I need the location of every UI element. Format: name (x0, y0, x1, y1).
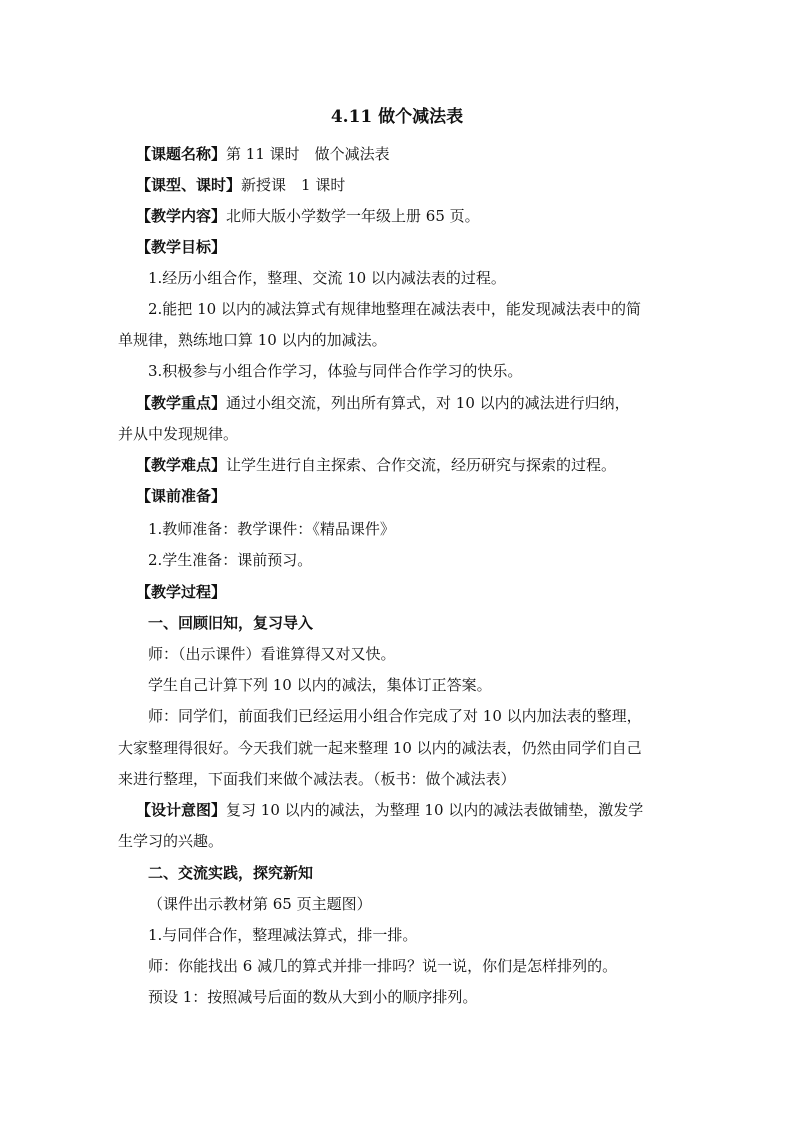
document-title: 4.11 做个减法表 (330, 107, 464, 127)
objective-item-2-line-1: 2.能把 10 以内的减法算式有规律地整理在减法表中，能发现减法表中的简 (148, 300, 641, 318)
key-points-line-2: 并从中发现规律。 (118, 425, 239, 443)
key-points-line-1 (136, 391, 630, 415)
section-2-para-2: 1.与同伴合作，整理减法算式，排一排。 (148, 926, 418, 944)
section-2-para-4: 预设 1：按照减号后面的数从大到小的顺序排列。 (148, 988, 478, 1006)
lesson-type-line (136, 173, 345, 197)
process-heading: 【教学过程】 (136, 583, 227, 601)
lesson-type-value: 新授课 1 课时 (241, 176, 346, 194)
preparation-heading: 【课前准备】 (136, 487, 227, 505)
objective-item-1: 1.经历小组合作，整理、交流 10 以内减法表的过程。 (148, 269, 506, 287)
objective-item-3: 3.积极参与小组合作学习，体验与同伴合作学习的快乐。 (148, 362, 523, 380)
section-2-para-1: （课件出示教材第 65 页主题图） (148, 895, 372, 913)
section-1-para-2: 学生自己计算下列 10 以内的减法，集体订正答案。 (148, 676, 492, 694)
objective-item-2-line-2: 单规律，熟练地口算 10 以内的加减法。 (118, 331, 387, 349)
lesson-type-label: 【课型、课时】 (136, 176, 242, 194)
section-1-para-1: 师：（出示课件）看谁算得又对又快。 (148, 645, 396, 663)
difficulties-line (136, 453, 616, 477)
section-1-para-3-line-2: 大家整理得很好。今天我们就一起来整理 10 以内的减法表，仍然由同学们自己 (118, 739, 642, 757)
design-intent-line-1 (136, 798, 643, 822)
design-intent-value: 复习 10 以内的减法，为整理 10 以内的减法表做铺垫，激发学 (226, 801, 644, 819)
preparation-item-1: 1.教师准备：教学课件：《精品课件》 (148, 520, 395, 538)
course-name-line (136, 142, 390, 166)
design-intent-label: 【设计意图】 (136, 801, 227, 819)
design-intent-line-2: 生学习的兴趣。 (118, 832, 224, 850)
section-1-para-3-line-3: 来进行整理，下面我们来做个减法表。（板书：做个减法表） (118, 770, 516, 788)
course-name-label: 【课题名称】 (136, 145, 227, 163)
key-points-label: 【教学重点】 (136, 394, 227, 412)
content-value: 北师大版小学数学一年级上册 65 页。 (226, 207, 480, 225)
section-2-heading: 二、交流实践，探究新知 (148, 864, 314, 882)
section-1-heading: 一、回顾旧知，复习导入 (148, 614, 314, 632)
preparation-item-2: 2.学生准备：课前预习。 (148, 551, 313, 569)
section-2-para-3: 师：你能找出 6 减几的算式并排一排吗？说一说，你们是怎样排列的。 (148, 957, 618, 975)
content-label: 【教学内容】 (136, 207, 227, 225)
section-1-para-3-line-1: 师：同学们，前面我们已经运用小组合作完成了对 10 以内加法表的整理， (148, 707, 642, 725)
difficulties-label: 【教学难点】 (136, 456, 227, 474)
course-name-value: 第 11 课时 做个减法表 (226, 145, 390, 163)
key-points-value: 通过小组交流，列出所有算式，对 10 以内的减法进行归纳， (226, 394, 630, 412)
objectives-heading: 【教学目标】 (136, 238, 227, 256)
content-line (136, 204, 480, 228)
difficulties-value: 让学生进行自主探索、合作交流，经历研究与探索的过程。 (226, 456, 617, 474)
